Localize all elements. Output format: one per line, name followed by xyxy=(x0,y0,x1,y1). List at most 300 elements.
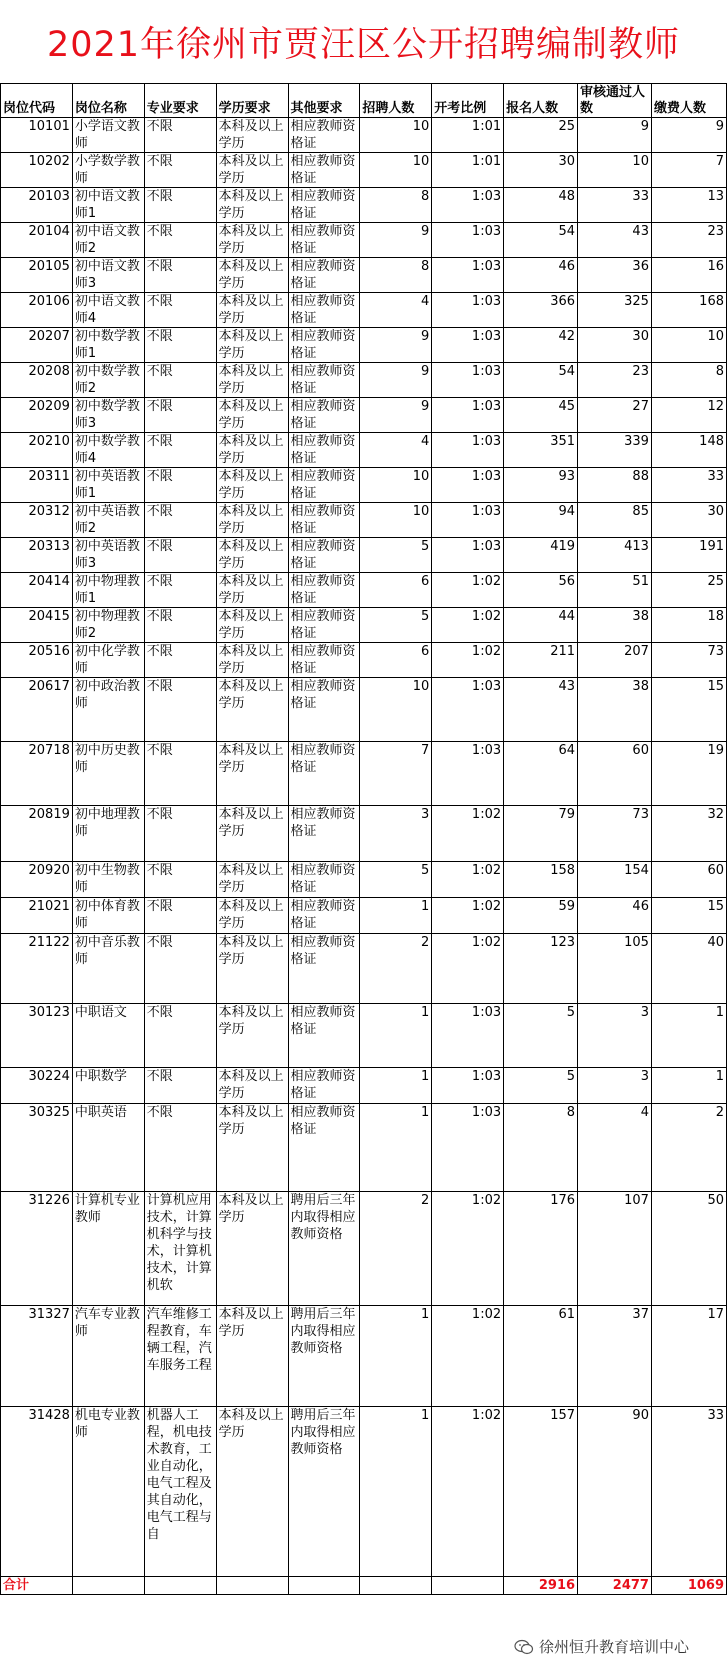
exam-ratio: 1:03 xyxy=(432,468,504,503)
other-req: 相应教师资格证 xyxy=(288,1104,360,1192)
hiring-count: 3 xyxy=(360,806,432,862)
table-row xyxy=(1,363,727,398)
table-row xyxy=(1,293,727,328)
other-req: 相应教师资格证 xyxy=(288,1004,360,1068)
paid-count: 9 xyxy=(651,118,726,153)
job-name: 中职英语 xyxy=(72,1104,144,1192)
other-req: 相应教师资格证 xyxy=(288,293,360,328)
hiring-count: 2 xyxy=(360,1192,432,1306)
job-name: 初中语文教师1 xyxy=(72,188,144,223)
applicant-count: 93 xyxy=(504,468,578,503)
total-label: 合计 xyxy=(1,1577,73,1595)
exam-ratio: 1:03 xyxy=(432,1004,504,1068)
education-req: 本科及以上学历 xyxy=(216,1004,288,1068)
hiring-count: 1 xyxy=(360,1306,432,1407)
major-req: 不限 xyxy=(144,118,216,153)
major-req: 不限 xyxy=(144,608,216,643)
education-req: 本科及以上学历 xyxy=(216,898,288,934)
paid-count: 32 xyxy=(651,806,726,862)
applicant-count: 211 xyxy=(504,643,578,678)
total-empty xyxy=(288,1577,360,1595)
education-req: 本科及以上学历 xyxy=(216,258,288,293)
exam-ratio: 1:03 xyxy=(432,742,504,806)
watermark xyxy=(514,1636,689,1657)
approved-count: 36 xyxy=(578,258,652,293)
applicant-count: 366 xyxy=(504,293,578,328)
hiring-count: 2 xyxy=(360,934,432,1004)
exam-ratio: 1:03 xyxy=(432,293,504,328)
paid-count: 10 xyxy=(651,328,726,363)
total-empty xyxy=(432,1577,504,1595)
major-req: 不限 xyxy=(144,643,216,678)
paid-count: 60 xyxy=(651,862,726,898)
other-req: 相应教师资格证 xyxy=(288,608,360,643)
table-row xyxy=(1,503,727,538)
job-code: 20312 xyxy=(1,503,73,538)
major-req: 机器人工程，机电技术教育，工业自动化，电气工程及其自动化，电气工程与自 xyxy=(144,1407,216,1577)
applicant-count: 46 xyxy=(504,258,578,293)
header-applicant-count: 报名人数 xyxy=(504,84,578,118)
table-row xyxy=(1,1068,727,1104)
exam-ratio: 1:02 xyxy=(432,862,504,898)
major-req: 汽车维修工程教育，车辆工程，汽车服务工程 xyxy=(144,1306,216,1407)
table-row xyxy=(1,118,727,153)
major-req: 不限 xyxy=(144,188,216,223)
job-code: 20208 xyxy=(1,363,73,398)
job-code: 20103 xyxy=(1,188,73,223)
job-code: 20209 xyxy=(1,398,73,433)
applicant-count: 5 xyxy=(504,1004,578,1068)
table-row xyxy=(1,258,727,293)
major-req: 不限 xyxy=(144,898,216,934)
paid-count: 25 xyxy=(651,573,726,608)
approved-count: 154 xyxy=(578,862,652,898)
major-req: 不限 xyxy=(144,862,216,898)
paid-count: 7 xyxy=(651,153,726,188)
other-req: 相应教师资格证 xyxy=(288,678,360,742)
job-name: 初中化学教师 xyxy=(72,643,144,678)
wechat-icon xyxy=(514,1639,534,1655)
job-code: 31226 xyxy=(1,1192,73,1306)
applicant-count: 176 xyxy=(504,1192,578,1306)
approved-count: 37 xyxy=(578,1306,652,1407)
major-req: 不限 xyxy=(144,573,216,608)
applicant-count: 158 xyxy=(504,862,578,898)
major-req: 计算机应用技术，计算机科学与技术，计算机技术，计算机软 xyxy=(144,1192,216,1306)
job-name: 初中政治教师 xyxy=(72,678,144,742)
exam-ratio: 1:02 xyxy=(432,1306,504,1407)
table-row xyxy=(1,223,727,258)
job-name: 初中物理教师2 xyxy=(72,608,144,643)
applicant-count: 157 xyxy=(504,1407,578,1577)
total-paid: 1069 xyxy=(651,1577,726,1595)
job-code: 31327 xyxy=(1,1306,73,1407)
table-row xyxy=(1,898,727,934)
major-req: 不限 xyxy=(144,934,216,1004)
exam-ratio: 1:02 xyxy=(432,934,504,1004)
education-req: 本科及以上学历 xyxy=(216,862,288,898)
applicant-count: 48 xyxy=(504,188,578,223)
paid-count: 12 xyxy=(651,398,726,433)
major-req: 不限 xyxy=(144,1068,216,1104)
approved-count: 73 xyxy=(578,806,652,862)
paid-count: 33 xyxy=(651,1407,726,1577)
job-code: 20516 xyxy=(1,643,73,678)
approved-count: 38 xyxy=(578,678,652,742)
exam-ratio: 1:02 xyxy=(432,1192,504,1306)
job-code: 20105 xyxy=(1,258,73,293)
education-req: 本科及以上学历 xyxy=(216,573,288,608)
exam-ratio: 1:02 xyxy=(432,898,504,934)
other-req: 相应教师资格证 xyxy=(288,806,360,862)
other-req: 相应教师资格证 xyxy=(288,153,360,188)
education-req: 本科及以上学历 xyxy=(216,806,288,862)
education-req: 本科及以上学历 xyxy=(216,538,288,573)
approved-count: 339 xyxy=(578,433,652,468)
job-code: 21021 xyxy=(1,898,73,934)
table-header-row xyxy=(1,84,727,118)
total-empty xyxy=(144,1577,216,1595)
paid-count: 8 xyxy=(651,363,726,398)
job-name: 初中体育教师 xyxy=(72,898,144,934)
education-req: 本科及以上学历 xyxy=(216,1306,288,1407)
hiring-count: 1 xyxy=(360,1004,432,1068)
job-code: 31428 xyxy=(1,1407,73,1577)
paid-count: 15 xyxy=(651,678,726,742)
other-req: 相应教师资格证 xyxy=(288,398,360,433)
exam-ratio: 1:01 xyxy=(432,153,504,188)
other-req: 聘用后三年内取得相应教师资格 xyxy=(288,1407,360,1577)
exam-ratio: 1:03 xyxy=(432,223,504,258)
applicant-count: 59 xyxy=(504,898,578,934)
table-row xyxy=(1,608,727,643)
exam-ratio: 1:02 xyxy=(432,1407,504,1577)
exam-ratio: 1:02 xyxy=(432,573,504,608)
approved-count: 90 xyxy=(578,1407,652,1577)
table-row xyxy=(1,1407,727,1577)
exam-ratio: 1:02 xyxy=(432,806,504,862)
job-name: 中职数学 xyxy=(72,1068,144,1104)
education-req: 本科及以上学历 xyxy=(216,1192,288,1306)
exam-ratio: 1:03 xyxy=(432,538,504,573)
hiring-count: 9 xyxy=(360,328,432,363)
approved-count: 3 xyxy=(578,1068,652,1104)
applicant-count: 419 xyxy=(504,538,578,573)
exam-ratio: 1:02 xyxy=(432,608,504,643)
header-paid-count: 缴费人数 xyxy=(651,84,726,118)
education-req: 本科及以上学历 xyxy=(216,188,288,223)
table-row xyxy=(1,1192,727,1306)
table-row xyxy=(1,573,727,608)
hiring-count: 5 xyxy=(360,862,432,898)
approved-count: 325 xyxy=(578,293,652,328)
major-req: 不限 xyxy=(144,328,216,363)
education-req: 本科及以上学历 xyxy=(216,293,288,328)
other-req: 聘用后三年内取得相应教师资格 xyxy=(288,1192,360,1306)
hiring-count: 9 xyxy=(360,398,432,433)
paid-count: 168 xyxy=(651,293,726,328)
job-code: 20106 xyxy=(1,293,73,328)
approved-count: 105 xyxy=(578,934,652,1004)
applicant-count: 54 xyxy=(504,223,578,258)
job-code: 20415 xyxy=(1,608,73,643)
job-code: 21122 xyxy=(1,934,73,1004)
approved-count: 43 xyxy=(578,223,652,258)
major-req: 不限 xyxy=(144,293,216,328)
approved-count: 51 xyxy=(578,573,652,608)
job-code: 20718 xyxy=(1,742,73,806)
paid-count: 15 xyxy=(651,898,726,934)
other-req: 相应教师资格证 xyxy=(288,468,360,503)
applicant-count: 30 xyxy=(504,153,578,188)
other-req: 相应教师资格证 xyxy=(288,898,360,934)
exam-ratio: 1:03 xyxy=(432,1104,504,1192)
table-row xyxy=(1,742,727,806)
education-req: 本科及以上学历 xyxy=(216,503,288,538)
applicant-count: 123 xyxy=(504,934,578,1004)
approved-count: 46 xyxy=(578,898,652,934)
table-row xyxy=(1,433,727,468)
header-job-code: 岗位代码 xyxy=(1,84,73,118)
education-req: 本科及以上学历 xyxy=(216,363,288,398)
other-req: 相应教师资格证 xyxy=(288,223,360,258)
major-req: 不限 xyxy=(144,153,216,188)
education-req: 本科及以上学历 xyxy=(216,328,288,363)
table-row xyxy=(1,1104,727,1192)
job-name: 初中数学教师3 xyxy=(72,398,144,433)
approved-count: 27 xyxy=(578,398,652,433)
major-req: 不限 xyxy=(144,678,216,742)
paid-count: 1 xyxy=(651,1068,726,1104)
job-name: 初中英语教师3 xyxy=(72,538,144,573)
table-row xyxy=(1,1004,727,1068)
table-row xyxy=(1,153,727,188)
applicant-count: 43 xyxy=(504,678,578,742)
paid-count: 30 xyxy=(651,503,726,538)
education-req: 本科及以上学历 xyxy=(216,118,288,153)
other-req: 相应教师资格证 xyxy=(288,643,360,678)
approved-count: 33 xyxy=(578,188,652,223)
job-code: 30325 xyxy=(1,1104,73,1192)
job-name: 初中地理教师 xyxy=(72,806,144,862)
recruitment-table-container xyxy=(0,83,727,1657)
paid-count: 16 xyxy=(651,258,726,293)
other-req: 相应教师资格证 xyxy=(288,433,360,468)
job-code: 30224 xyxy=(1,1068,73,1104)
paid-count: 191 xyxy=(651,538,726,573)
other-req: 相应教师资格证 xyxy=(288,118,360,153)
other-req: 相应教师资格证 xyxy=(288,258,360,293)
total-empty xyxy=(360,1577,432,1595)
table-row xyxy=(1,468,727,503)
applicant-count: 351 xyxy=(504,433,578,468)
job-code: 10202 xyxy=(1,153,73,188)
paid-count: 1 xyxy=(651,1004,726,1068)
job-name: 小学语文教师 xyxy=(72,118,144,153)
exam-ratio: 1:03 xyxy=(432,398,504,433)
major-req: 不限 xyxy=(144,538,216,573)
hiring-count: 7 xyxy=(360,742,432,806)
header-other-req: 其他要求 xyxy=(288,84,360,118)
exam-ratio: 1:03 xyxy=(432,328,504,363)
approved-count: 10 xyxy=(578,153,652,188)
hiring-count: 1 xyxy=(360,898,432,934)
approved-count: 38 xyxy=(578,608,652,643)
approved-count: 30 xyxy=(578,328,652,363)
other-req: 相应教师资格证 xyxy=(288,503,360,538)
recruitment-table xyxy=(0,83,727,1595)
paid-count: 2 xyxy=(651,1104,726,1192)
header-exam-ratio: 开考比例 xyxy=(432,84,504,118)
other-req: 相应教师资格证 xyxy=(288,328,360,363)
job-code: 20104 xyxy=(1,223,73,258)
hiring-count: 1 xyxy=(360,1104,432,1192)
paid-count: 17 xyxy=(651,1306,726,1407)
table-row xyxy=(1,328,727,363)
exam-ratio: 1:03 xyxy=(432,433,504,468)
hiring-count: 6 xyxy=(360,573,432,608)
table-row xyxy=(1,398,727,433)
education-req: 本科及以上学历 xyxy=(216,433,288,468)
table-row xyxy=(1,538,727,573)
major-req: 不限 xyxy=(144,1004,216,1068)
total-empty xyxy=(216,1577,288,1595)
approved-count: 88 xyxy=(578,468,652,503)
education-req: 本科及以上学历 xyxy=(216,608,288,643)
approved-count: 4 xyxy=(578,1104,652,1192)
approved-count: 107 xyxy=(578,1192,652,1306)
hiring-count: 10 xyxy=(360,503,432,538)
education-req: 本科及以上学历 xyxy=(216,1068,288,1104)
hiring-count: 4 xyxy=(360,433,432,468)
major-req: 不限 xyxy=(144,468,216,503)
major-req: 不限 xyxy=(144,398,216,433)
applicant-count: 61 xyxy=(504,1306,578,1407)
applicant-count: 54 xyxy=(504,363,578,398)
job-name: 初中语文教师3 xyxy=(72,258,144,293)
applicant-count: 5 xyxy=(504,1068,578,1104)
applicant-count: 42 xyxy=(504,328,578,363)
job-code: 30123 xyxy=(1,1004,73,1068)
table-row xyxy=(1,678,727,742)
other-req: 相应教师资格证 xyxy=(288,1068,360,1104)
other-req: 相应教师资格证 xyxy=(288,934,360,1004)
other-req: 相应教师资格证 xyxy=(288,573,360,608)
hiring-count: 4 xyxy=(360,293,432,328)
header-job-name: 岗位名称 xyxy=(72,84,144,118)
hiring-count: 9 xyxy=(360,363,432,398)
job-code: 20207 xyxy=(1,328,73,363)
table-row xyxy=(1,1306,727,1407)
paid-count: 18 xyxy=(651,608,726,643)
other-req: 相应教师资格证 xyxy=(288,538,360,573)
exam-ratio: 1:03 xyxy=(432,1068,504,1104)
major-req: 不限 xyxy=(144,258,216,293)
applicant-count: 25 xyxy=(504,118,578,153)
major-req: 不限 xyxy=(144,742,216,806)
job-code: 20210 xyxy=(1,433,73,468)
applicant-count: 44 xyxy=(504,608,578,643)
education-req: 本科及以上学历 xyxy=(216,742,288,806)
job-name: 机电专业教师 xyxy=(72,1407,144,1577)
exam-ratio: 1:03 xyxy=(432,258,504,293)
paid-count: 13 xyxy=(651,188,726,223)
education-req: 本科及以上学历 xyxy=(216,398,288,433)
job-code: 20920 xyxy=(1,862,73,898)
total-applicants: 2916 xyxy=(504,1577,578,1595)
total-row xyxy=(1,1577,727,1595)
applicant-count: 8 xyxy=(504,1104,578,1192)
job-name: 初中数学教师1 xyxy=(72,328,144,363)
applicant-count: 64 xyxy=(504,742,578,806)
education-req: 本科及以上学历 xyxy=(216,1104,288,1192)
paid-count: 73 xyxy=(651,643,726,678)
exam-ratio: 1:02 xyxy=(432,643,504,678)
table-row xyxy=(1,934,727,1004)
approved-count: 413 xyxy=(578,538,652,573)
major-req: 不限 xyxy=(144,433,216,468)
paid-count: 50 xyxy=(651,1192,726,1306)
job-name: 初中语文教师4 xyxy=(72,293,144,328)
job-code: 10101 xyxy=(1,118,73,153)
paid-count: 33 xyxy=(651,468,726,503)
header-approved-count: 审核通过人数 xyxy=(578,84,652,118)
hiring-count: 10 xyxy=(360,118,432,153)
paid-count: 148 xyxy=(651,433,726,468)
watermark-text: 徐州恒升教育培训中心 xyxy=(538,1638,689,1656)
page-title: 2021年徐州市贾汪区公开招聘编制教师 xyxy=(46,24,681,65)
hiring-count: 5 xyxy=(360,608,432,643)
exam-ratio: 1:03 xyxy=(432,503,504,538)
applicant-count: 94 xyxy=(504,503,578,538)
total-empty xyxy=(72,1577,144,1595)
exam-ratio: 1:03 xyxy=(432,678,504,742)
job-code: 20311 xyxy=(1,468,73,503)
job-name: 初中音乐教师 xyxy=(72,934,144,1004)
paid-count: 23 xyxy=(651,223,726,258)
paid-count: 40 xyxy=(651,934,726,1004)
job-name: 初中数学教师4 xyxy=(72,433,144,468)
exam-ratio: 1:03 xyxy=(432,188,504,223)
approved-count: 3 xyxy=(578,1004,652,1068)
hiring-count: 9 xyxy=(360,223,432,258)
job-name: 初中英语教师1 xyxy=(72,468,144,503)
major-req: 不限 xyxy=(144,806,216,862)
job-name: 初中生物教师 xyxy=(72,862,144,898)
job-name: 计算机专业教师 xyxy=(72,1192,144,1306)
other-req: 相应教师资格证 xyxy=(288,862,360,898)
hiring-count: 6 xyxy=(360,643,432,678)
table-row xyxy=(1,862,727,898)
other-req: 相应教师资格证 xyxy=(288,363,360,398)
job-name: 初中数学教师2 xyxy=(72,363,144,398)
other-req: 相应教师资格证 xyxy=(288,742,360,806)
applicant-count: 45 xyxy=(504,398,578,433)
education-req: 本科及以上学历 xyxy=(216,468,288,503)
hiring-count: 10 xyxy=(360,153,432,188)
other-req: 相应教师资格证 xyxy=(288,188,360,223)
approved-count: 60 xyxy=(578,742,652,806)
hiring-count: 8 xyxy=(360,258,432,293)
hiring-count: 10 xyxy=(360,468,432,503)
header-hiring-count: 招聘人数 xyxy=(360,84,432,118)
job-name: 初中语文教师2 xyxy=(72,223,144,258)
approved-count: 207 xyxy=(578,643,652,678)
table-row xyxy=(1,643,727,678)
hiring-count: 5 xyxy=(360,538,432,573)
table-row xyxy=(1,806,727,862)
approved-count: 9 xyxy=(578,118,652,153)
